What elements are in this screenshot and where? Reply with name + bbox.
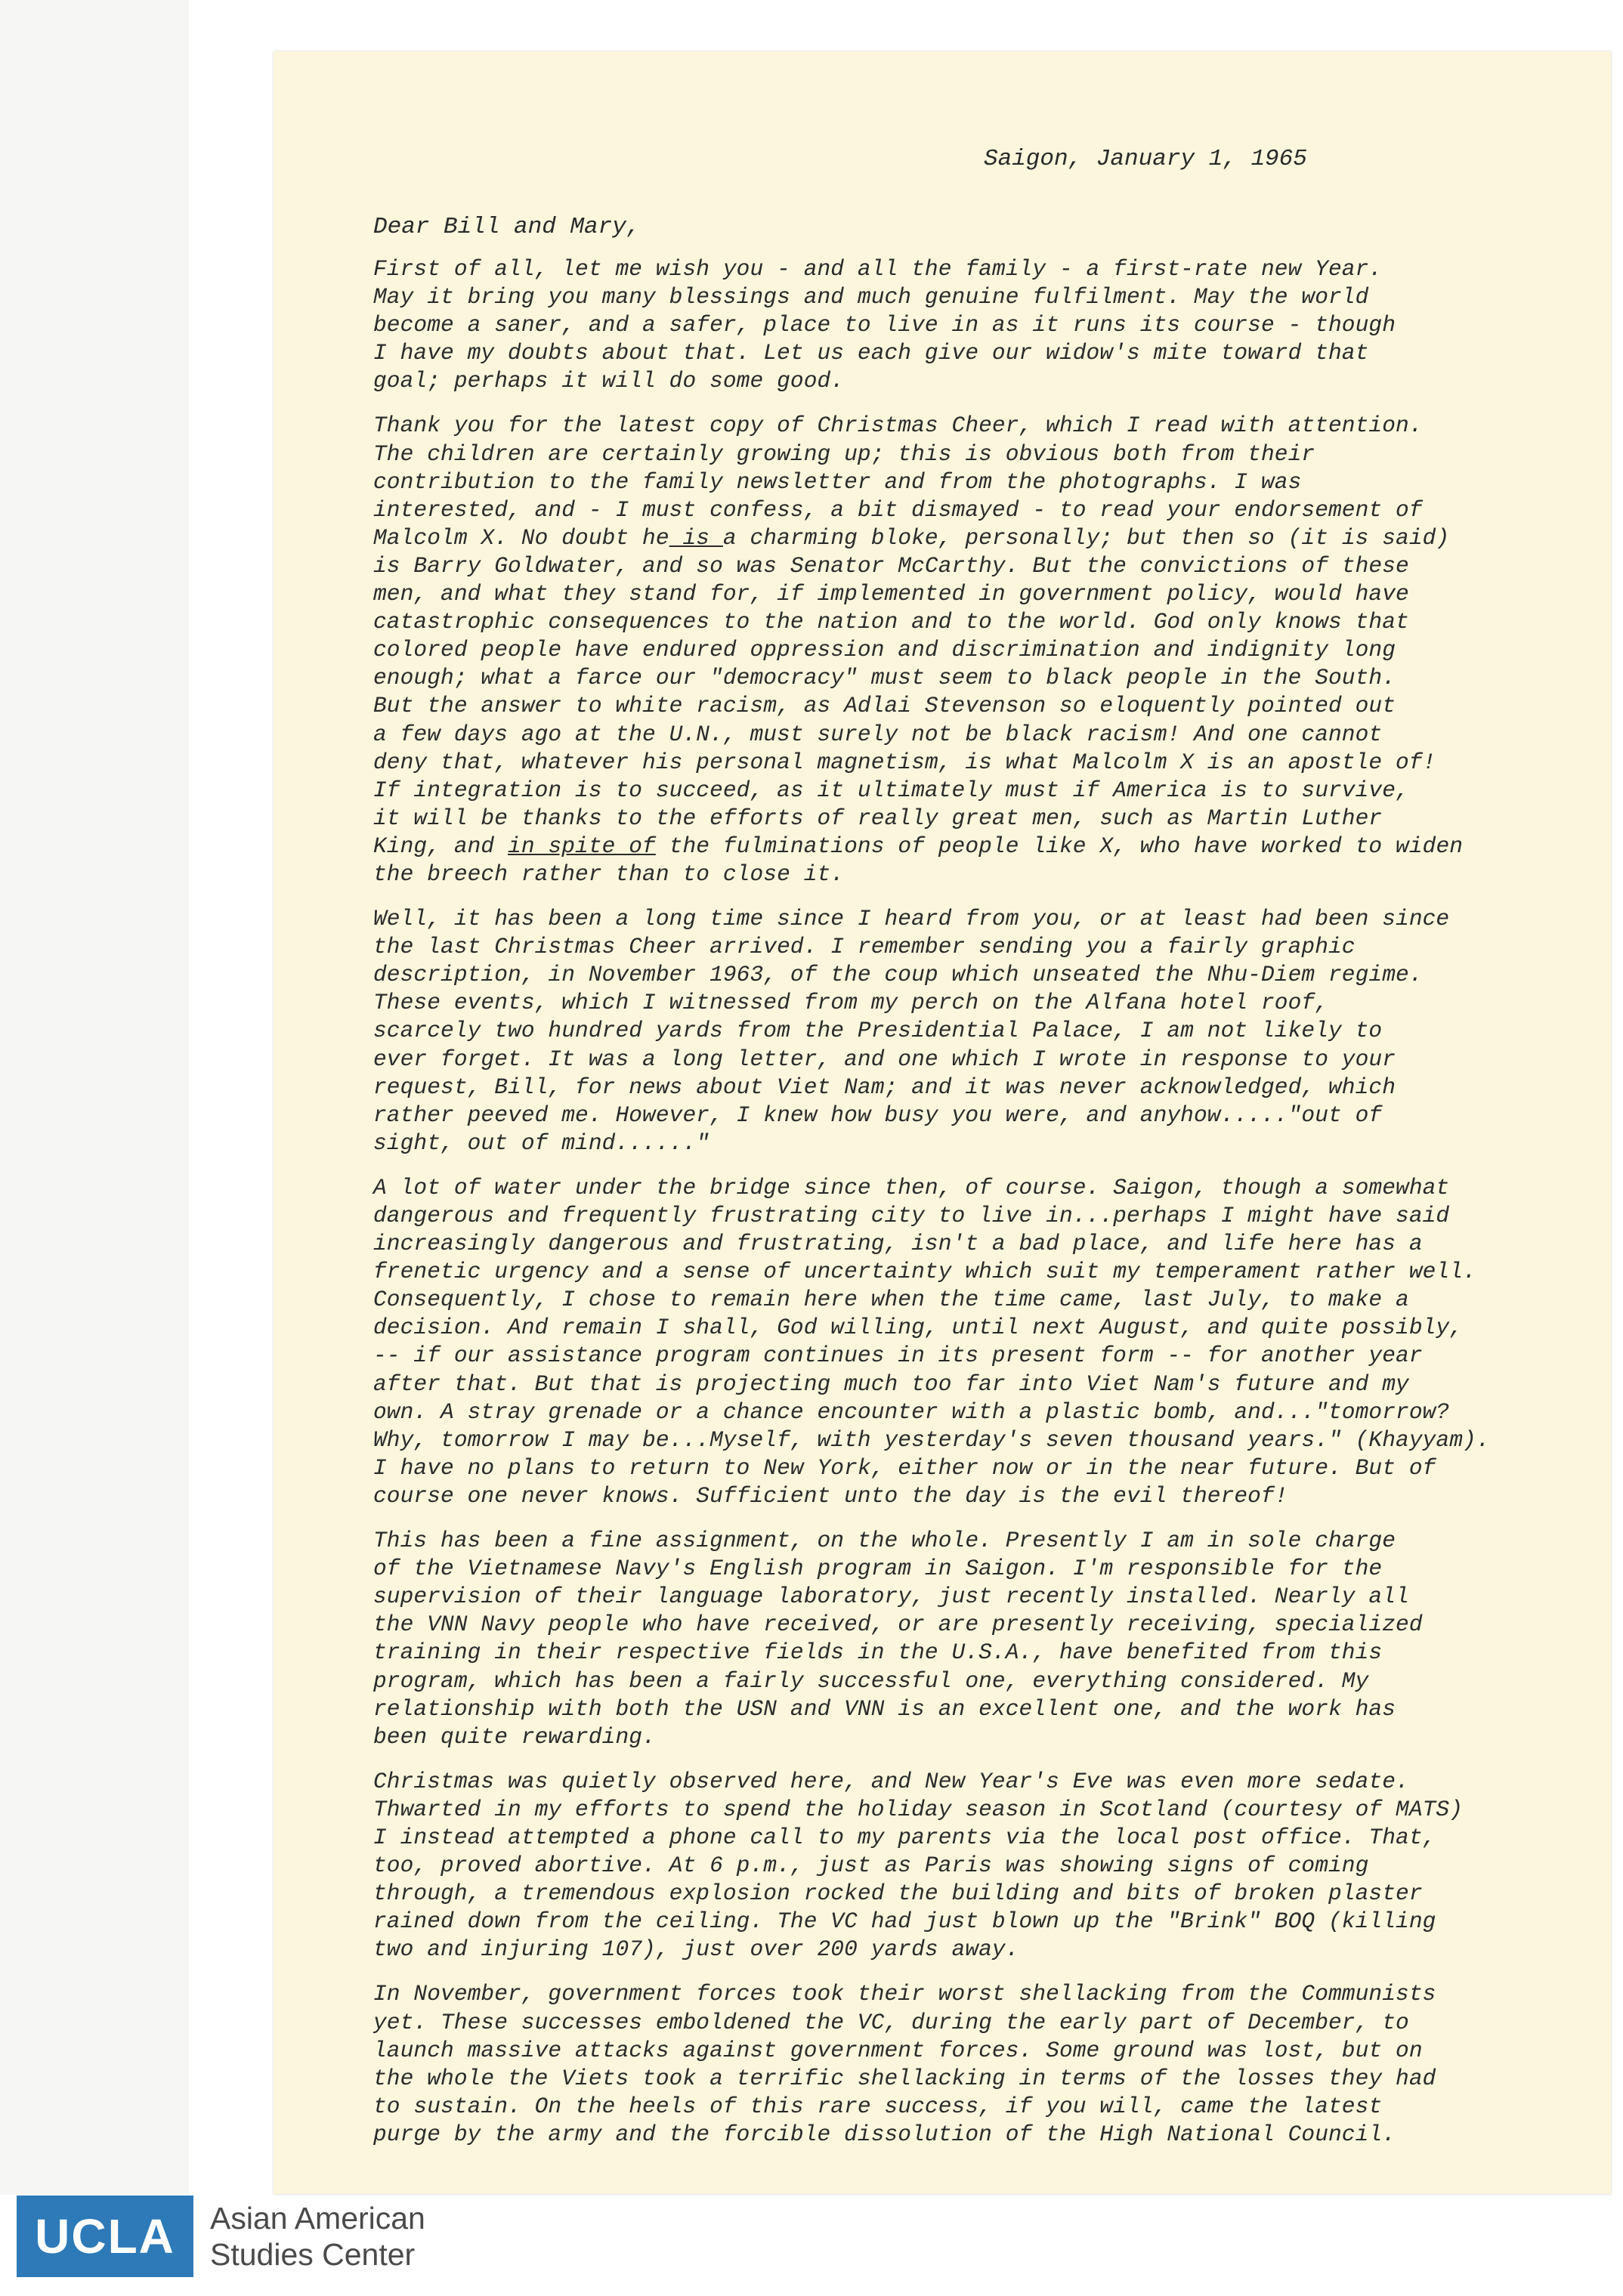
text-line: through, a tremendous explosion rocked the building and bits of broken plaster <box>373 1880 1423 1907</box>
text-line: May it bring you many blessings and much genuine fulfilment. May the world <box>373 284 1369 311</box>
text-line: Consequently, I chose to remain here when the time came, last July, to make a <box>373 1287 1409 1313</box>
text-line: description, in November 1963, of the coup which unseated the Nhu-Diem regime. <box>373 962 1423 988</box>
text-line: frenetic urgency and a sense of uncertainty which suit my temperament rather well. <box>373 1259 1476 1285</box>
text-line: two and injuring 107), just over 200 yards away. <box>373 1936 1019 1963</box>
letter-paragraph <box>373 1768 1552 1964</box>
text-line: training in their respective fields in the U.S.A., have benefited from this <box>373 1639 1383 1666</box>
text-line: to sustain. On the heels of this rare success, if you will, came the latest <box>373 2093 1383 2119</box>
text-line: been quite rewarding. <box>373 1723 656 1750</box>
letter-paragraph <box>373 905 1552 1157</box>
text-line: the last Christmas Cheer arrived. I remember sending you a fairly graphic <box>373 934 1356 960</box>
text-line: rained down from the ceiling. The VC had just blown up the "Brink" BOQ (killing <box>373 1908 1436 1935</box>
text-line: request, Bill, for news about Viet Nam; and it was never acknowledged, which <box>373 1074 1396 1100</box>
text-line: This has been a fine assignment, on the whole. Presently I am in sole charge <box>373 1528 1396 1554</box>
text-line: become a saner, and a safer, place to live in as it runs its course - though <box>373 312 1396 338</box>
text-line: I instead attempted a phone call to my parents via the local post office. That, <box>373 1824 1436 1850</box>
text-line: contribution to the family newsletter and from the photographs. I was <box>373 468 1302 495</box>
text-line: of the Vietnamese Navy's English program in Saigon. I'm responsible for the <box>373 1556 1383 1582</box>
text-line: increasingly dangerous and frustrating, isn't a bad place, and life here has a <box>373 1231 1423 1257</box>
text-line: The children are certainly growing up; this is obvious both from their <box>373 440 1315 467</box>
text-line: purge by the army and the forcible dissolution of the High National Council. <box>373 2121 1396 2147</box>
underlined-text: is <box>669 524 723 551</box>
text-line: Malcolm X. No doubt he is a charming bloke, personally; but then so (it is said) <box>373 524 1450 551</box>
letter-paragraph <box>373 255 1552 395</box>
text-line: I have no plans to return to New York, either now or in the near future. But of <box>373 1454 1436 1481</box>
text-line: rather peeved me. However, I knew how busy you were, and anyhow....."out of <box>373 1102 1383 1128</box>
text-line: own. A stray grenade or a chance encounter with a plastic bomb, and..."tomorrow? <box>373 1398 1450 1425</box>
text-line: scarcely two hundred yards from the Presidential Palace, I am not likely to <box>373 1018 1383 1044</box>
text-line: men, and what they stand for, if implemented in government policy, would have <box>373 581 1409 607</box>
letter-paragraph <box>373 412 1552 888</box>
scan-margin <box>0 0 189 2195</box>
text-line: course one never knows. Sufficient unto the day is the evil thereof! <box>373 1482 1288 1509</box>
letter-paragraph <box>373 1174 1552 1510</box>
text-line: Thwarted in my efforts to spend the holiday season in Scotland (courtesy of MATS) <box>373 1796 1464 1822</box>
text-line: ever forget. It was a long letter, and one which I wrote in response to your <box>373 1046 1396 1072</box>
org-name <box>210 2200 425 2273</box>
letter-paragraph <box>373 1527 1552 1751</box>
letter-body <box>373 255 1552 2165</box>
text-line: Well, it has been a long time since I heard from you, or at least had been since <box>373 906 1450 932</box>
letter-paragraph <box>373 1980 1552 2149</box>
text-line: These events, which I witnessed from my perch on the Alfana hotel roof, <box>373 990 1329 1016</box>
text-line: launch massive attacks against government forces. Some ground was lost, but on <box>373 2037 1423 2063</box>
text-line: the whole the Viets took a terrific shellacking in terms of the losses they had <box>373 2065 1436 2091</box>
text-line: interested, and - I must confess, a bit dismayed - to read your endorsement of <box>373 496 1423 523</box>
text-line: yet. These successes emboldened the VC, during the early part of December, to <box>373 2009 1409 2035</box>
text-line: First of all, let me wish you - and all the family - a first-rate new Year. <box>373 256 1383 282</box>
letter-salutation: Dear Bill and Mary, <box>373 214 641 240</box>
text-line: supervision of their language laboratory, just recently installed. Nearly all <box>373 1584 1409 1610</box>
ucla-logo: UCLA <box>17 2196 193 2277</box>
org-name-line-1: Asian American <box>210 2201 425 2236</box>
text-line: colored people have endured oppression and discrimination and indignity long <box>373 637 1396 663</box>
letter-dateline: Saigon, January 1, 1965 <box>984 146 1307 172</box>
text-line: King, and in spite of the fulminations of people like X, who have worked to widen <box>373 833 1464 859</box>
text-line: goal; perhaps it will do some good. <box>373 368 845 394</box>
text-line: In November, government forces took their worst shellacking from the Communists <box>373 1981 1436 2007</box>
text-line: Thank you for the latest copy of Christmas Cheer, which I read with attention. <box>373 413 1423 439</box>
letter-page <box>274 51 1611 2194</box>
text-line: the VNN Navy people who have received, or are presently receiving, specialized <box>373 1612 1423 1638</box>
text-line: deny that, whatever his personal magnetism, is what Malcolm X is an apostle of! <box>373 749 1436 775</box>
text-line: decision. And remain I shall, God willing, until next August, and quite possibly, <box>373 1315 1464 1341</box>
text-line: I have my doubts about that. Let us each give our widow's mite toward that <box>373 340 1369 366</box>
text-line: too, proved abortive. At 6 p.m., just as Paris was showing signs of coming <box>373 1853 1369 1879</box>
text-line: -- if our assistance program continues in its present form -- for another year <box>373 1343 1423 1369</box>
text-line: catastrophic consequences to the nation and to the world. God only knows that <box>373 609 1409 635</box>
text-line: it will be thanks to the efforts of really great men, such as Martin Luther <box>373 805 1383 831</box>
text-line: Why, tomorrow I may be...Myself, with yesterday's seven thousand years." (Khayyam). <box>373 1426 1490 1453</box>
underlined-text: in spite of <box>508 833 656 859</box>
org-name-line-2: Studies Center <box>210 2237 416 2272</box>
text-line: sight, out of mind......" <box>373 1129 710 1156</box>
text-line: program, which has been a fairly successful one, everything considered. My <box>373 1667 1369 1694</box>
text-line: dangerous and frequently frustrating city to live in...perhaps I might have said <box>373 1203 1450 1228</box>
text-line: enough; what a farce our "democracy" must seem to black people in the South. <box>373 665 1396 691</box>
text-line: relationship with both the USN and VNN is an excellent one, and the work has <box>373 1695 1396 1722</box>
text-line: is Barry Goldwater, and so was Senator McCarthy. But the convictions of these <box>373 552 1409 579</box>
text-line: If integration is to succeed, as it ultimately must if America is to survive, <box>373 777 1409 803</box>
text-line: But the answer to white racism, as Adlai Stevenson so eloquently pointed out <box>373 693 1396 719</box>
text-line: the breech rather than to close it. <box>373 861 845 887</box>
text-line: a few days ago at the U.N., must surely not be black racism! And one cannot <box>373 721 1383 747</box>
text-line: Christmas was quietly observed here, and New Year's Eve was even more sedate. <box>373 1768 1409 1794</box>
text-line: A lot of water under the bridge since then, of course. Saigon, though a somewhat <box>373 1174 1450 1201</box>
text-line: after that. But that is projecting much too far into Viet Nam's future and my <box>373 1370 1409 1397</box>
